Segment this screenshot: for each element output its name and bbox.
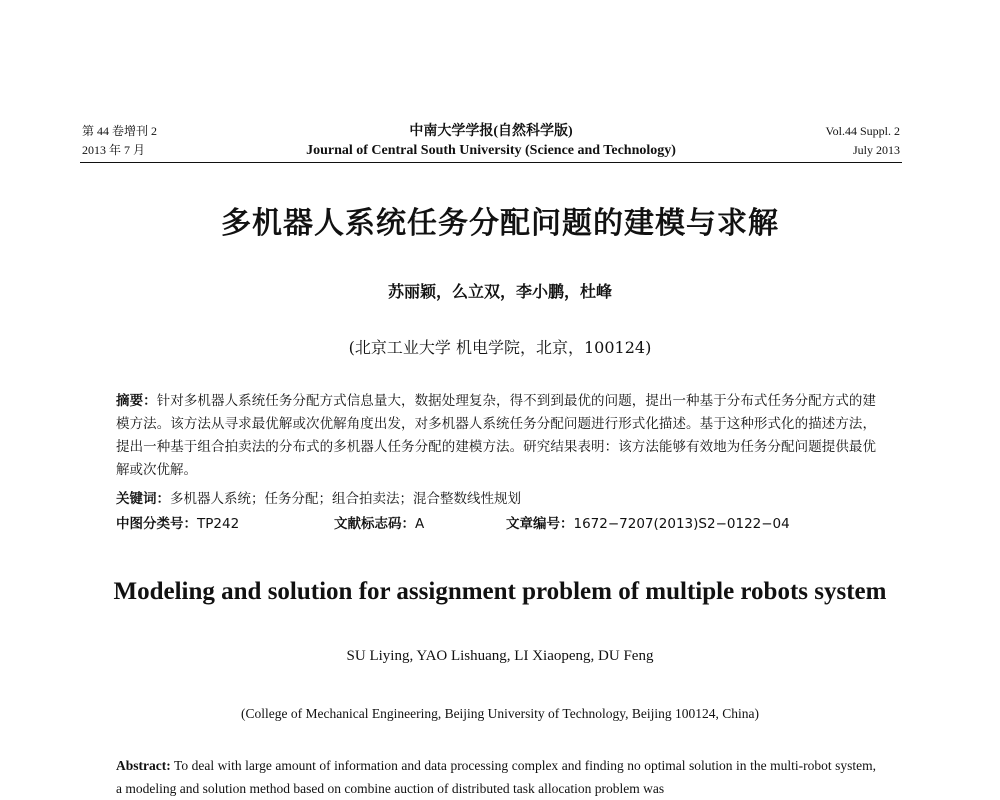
class-value: TP242 — [197, 516, 240, 532]
authors-en: SU Liying, YAO Lishuang, LI Xiaopeng, DU Feng — [346, 648, 654, 664]
authors-cn: 苏丽颖，么立双，李小鹏，杜峰 — [387, 282, 612, 301]
volume-issue-en — [826, 122, 900, 160]
abstract-text-en: To deal with large amount of information and data processing complex and finding no optimal solution in the multi-robot system, a modeling and solution method based on combine auction of distributed task allocation problem was — [116, 758, 876, 796]
doc-code — [334, 513, 424, 536]
abstract-label-en: Abstract: — [116, 758, 171, 773]
date-cn: 2013 年 7 月 — [82, 143, 146, 157]
journal-name-cn: 中南大学学报(自然科学版) — [409, 124, 573, 139]
paper-title-cn: 多机器人系统任务分配问题的建模与求解 — [221, 206, 779, 241]
date-en: July 2013 — [852, 143, 900, 157]
keywords-text-cn: 多机器人系统；任务分配；组合拍卖法；混合整数线性规划 — [170, 491, 521, 507]
paper-title-en: Modeling and solution for assignment problem of multiple robots system — [113, 578, 887, 605]
abstract-cn — [116, 390, 876, 482]
article-number — [506, 513, 790, 536]
affiliation-en: (College of Mechanical Engineering, Beijing University of Technology, Beijing 100124, China) — [241, 706, 759, 721]
volume-en: Vol.44 Suppl. 2 — [825, 124, 900, 138]
class-number — [116, 513, 239, 536]
journal-name-en: Journal of Central South University (Science and Technology) — [306, 143, 676, 158]
abstract-en — [116, 754, 876, 800]
keywords-cn — [116, 488, 876, 511]
doc-code-label: 文献标志码： — [334, 516, 415, 532]
article-number-label: 文章编号： — [506, 516, 574, 532]
affiliation-cn: (北京工业大学 机电学院，北京，100124) — [348, 338, 652, 357]
article-number-value: 1672−7207(2013)S2−0122−04 — [573, 516, 790, 532]
class-label: 中图分类号： — [116, 516, 197, 532]
abstract-text-cn: 针对多机器人系统任务分配方式信息量大，数据处理复杂，得不到到最优的问题，提出一种基于分布式任务分配方式的建模方法。该方法从寻求最优解或次优解角度出发，对多机器人系统任务分配问题进行形式化描述。基于这种形式化的描述方法，提出一种基于组合拍卖法的分布式的多机器人任务分配的建模方法。研究结果表明：该方法能够有效地为任务分配问题提供最优解或次优解。 — [116, 393, 876, 478]
journal-header — [80, 118, 902, 163]
abstract-label-cn: 摘要： — [116, 393, 157, 409]
doc-code-value: A — [415, 516, 425, 532]
journal-name — [80, 122, 902, 160]
volume-cn: 第 44 卷增刊 2 — [82, 124, 158, 138]
keywords-label-cn: 关键词： — [116, 491, 170, 507]
